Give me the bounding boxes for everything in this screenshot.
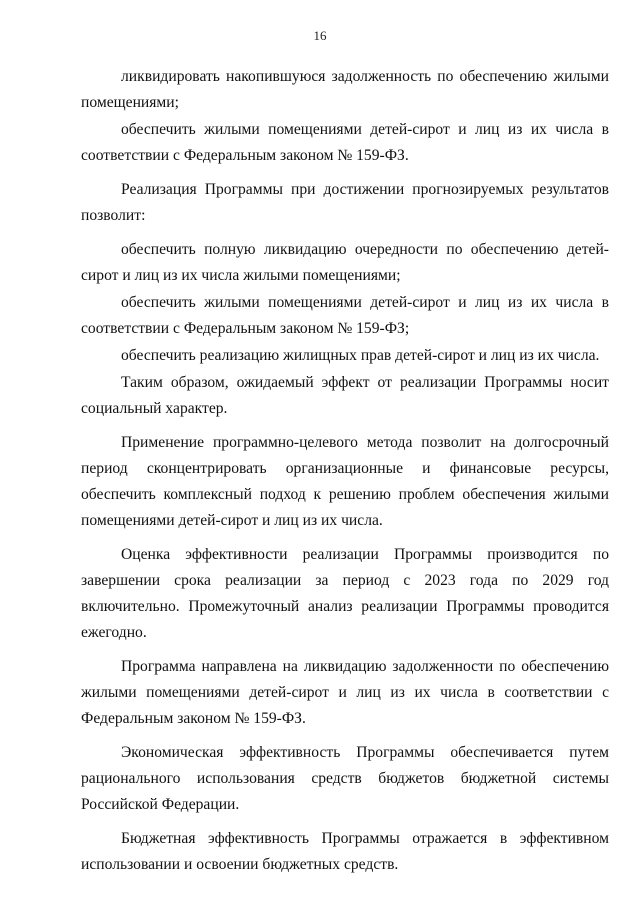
paragraph-1: ликвидировать накопившуюся задолженность по обеспечению жилыми помещениями; bbox=[81, 68, 609, 111]
paragraph-2: обеспечить жилыми помещениями детей-сирот и лиц из их числа в соответствии с Федеральным законом № 159-ФЗ. bbox=[81, 121, 609, 164]
paragraph-9: Оценка эффективности реализации Программы производится по завершении срока реализации за период с 2023 года по 2029 год включительно. Промежуточный анализ реализации Программы проводится ежегодно. bbox=[81, 546, 609, 641]
paragraph-4: обеспечить полную ликвидацию очередности по обеспечению детей-сирот и лиц из их числа жилыми помещениями; bbox=[81, 241, 609, 284]
paragraph-3: Реализация Программы при достижении прогнозируемых результатов позволит: bbox=[81, 181, 609, 224]
paragraph-5: обеспечить жилыми помещениями детей-сирот и лиц из их числа в соответствии с Федеральным законом № 159-ФЗ; bbox=[81, 294, 609, 337]
paragraph-6: обеспечить реализацию жилищных прав детей-сирот и лиц из их числа. bbox=[121, 347, 600, 364]
paragraph-12: Бюджетная эффективность Программы отражается в эффективном использовании и освоении бюджетных средств. bbox=[81, 830, 609, 873]
page-number: 16 bbox=[313, 28, 327, 43]
paragraph-7: Таким образом, ожидаемый эффект от реализации Программы носит социальный характер. bbox=[81, 374, 609, 417]
paragraph-10: Программа направлена на ликвидацию задолженности по обеспечению жилыми помещениями детей-сирот и лиц из их числа в соответствии с Федеральным законом № 159-ФЗ. bbox=[81, 658, 609, 727]
paragraph-11: Экономическая эффективность Программы обеспечивается путем рационального использования средств бюджетов бюджетной системы Российской Федерации. bbox=[81, 744, 609, 813]
paragraph-8: Применение программно-целевого метода позволит на долгосрочный период сконцентрировать организационные и финансовые ресурсы, обеспечить комплексный подход к решению проблем обеспечения жилыми помещениями детей-сирот и лиц из их числа. bbox=[81, 434, 609, 529]
document-body bbox=[81, 64, 609, 878]
